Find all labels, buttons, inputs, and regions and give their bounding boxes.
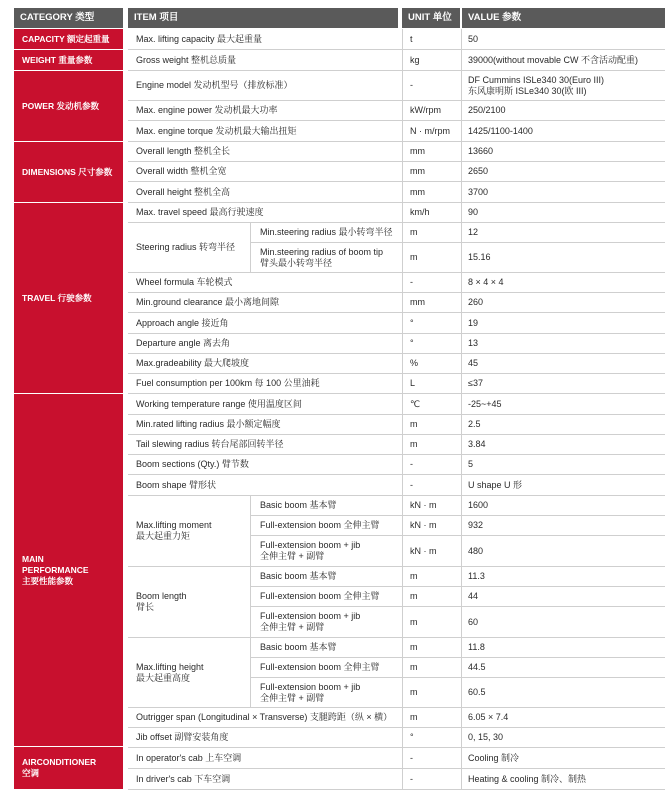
category-power: POWER 发动机参数 [14,71,123,141]
row-boom-shape-value: U shape U 形 [468,479,523,490]
row-boom-sections-value: 5 [468,459,474,469]
row-height-jib-item [260,678,400,707]
divider-steering-sub [250,222,251,272]
row-overall-height-item: Overall height 整机全高 [136,186,231,197]
row-min-lifting-radius-item: Min.rated lifting radius 最小额定幅度 [136,419,281,429]
row-outrigger-span-value: 6.05 × 7.4 [468,712,509,722]
row-boom-tip-steering-value: 15.16 [468,252,491,262]
row-gradeability-item: Max.gradeability 最大爬坡度 [136,358,250,368]
row-engine-model-unit: - [410,80,413,90]
row-engine-torque-value: 1425/1100-1400 [468,125,533,136]
row-height-full-item: Full-extension boom 全伸主臂 [260,662,380,672]
row-overall-height-unit: mm [410,186,425,197]
group-lifting-moment [136,496,248,566]
group-lifting-moment-line2: 最大起重力矩 [136,531,191,541]
row-overall-length-item: Overall length 整机全长 [136,146,231,156]
row-moment-basic-value: 1600 [468,500,489,510]
row-height-jib-value: 60.5 [468,687,486,697]
header-unit: UNIT 单位 [402,8,460,28]
group-boom-length-line1: Boom length [136,591,187,601]
row-ground-clearance-item: Min.ground clearance 最小离地间隙 [136,297,280,307]
row-height-jib-item-line1: Full-extension boom + jib [260,681,361,692]
row-min-steering-radius-unit: m [410,227,418,237]
row-length-jib-unit: m [410,616,418,627]
row-approach-angle-value: 19 [468,317,479,328]
row-min-steering-radius-item: Min.steering radius 最小转弯半径 [260,227,393,237]
category-aircon-line2: 空调 [22,768,40,778]
row-engine-power-value: 250/2100 [468,105,506,115]
row-overall-width-unit: mm [410,166,425,176]
row-operator-cab-unit: - [410,752,413,763]
row-height-jib-unit: m [410,687,418,697]
row-approach-angle-unit: ° [410,317,414,328]
category-main-performance-line2: PERFORMANCE [22,564,89,575]
row-boom-shape-unit: - [410,479,413,490]
group-lifting-height-line2: 最大起重高度 [136,672,191,683]
divider-performance-sub [250,495,251,707]
row-fuel-consumption-unit: L [410,378,416,388]
row-length-jib-item-line2: 全伸主臂 + 副臂 [260,622,325,632]
row-tail-slewing-radius-value: 3.84 [468,439,486,449]
row-length-basic-item: Basic boom 基本臂 [260,571,337,581]
row-gradeability-unit: % [410,358,419,368]
row-overall-length-value: 13660 [468,146,494,156]
category-main-performance [14,394,123,746]
row-fuel-consumption-value: ≤37 [468,378,483,388]
row-wheel-formula-item: Wheel formula 车轮模式 [136,277,233,287]
row-working-temperature-unit: ℃ [410,398,421,409]
row-wheel-formula-value: 8 × 4 × 4 [468,277,504,287]
category-dimensions: DIMENSIONS 尺寸参数 [14,142,123,202]
row-moment-jib-item-line1: Full-extension boom + jib [260,540,361,550]
row-length-jib-item-line1: Full-extension boom + jib [260,611,361,621]
row-height-basic-value: 11.8 [468,642,485,652]
row-overall-width-item: Overall width 整机全宽 [136,166,227,176]
row-jib-offset-unit: ° [410,732,414,742]
header-category: CATEGORY 类型 [14,8,123,28]
row-outrigger-span-item: Outrigger span (Longitudinal × Transverse) 支腿跨距（纵 × 横） [136,712,393,722]
row-boom-sections-item: Boom sections (Qty.) 臂节数 [136,459,249,469]
row-length-jib-item [260,607,400,637]
category-travel: TRAVEL 行驶参数 [14,203,123,393]
row-gradeability-value: 45 [468,358,479,368]
row-operator-cab-value: Cooling 制冷 [468,752,520,763]
row-moment-jib-item [260,536,400,566]
row-ground-clearance-value: 260 [468,297,484,307]
row-jib-offset-value: 0, 15, 30 [468,732,504,742]
row-height-basic-item: Basic boom 基本臂 [260,642,337,652]
row-min-lifting-radius-unit: m [410,419,418,429]
group-lifting-moment-line1: Max.lifting moment [136,520,212,530]
row-boom-sections-unit: - [410,459,413,469]
row-length-full-item: Full-extension boom 全伸主臂 [260,591,380,601]
row-jib-offset-item: Jib offset 副臂安装角度 [136,732,229,742]
row-boom-tip-steering-item-line1: Min.steering radius of boom tip [260,246,384,257]
row-departure-angle-item: Departure angle 离去角 [136,338,231,348]
row-length-basic-value: 11.3 [468,571,485,581]
row-gross-weight-unit: kg [410,54,420,65]
category-capacity: CAPACITY 额定起重量 [14,29,123,49]
row-moment-full-unit: kN · m [410,520,437,530]
row-length-basic-unit: m [410,571,418,581]
row-working-temperature-value: -25~+45 [468,398,502,409]
row-engine-power-unit: kW/rpm [410,105,441,115]
row-boom-tip-steering-item [260,243,400,272]
row-moment-jib-value: 480 [468,545,484,556]
row-travel-speed-item: Max. travel speed 最高行驶速度 [136,207,264,217]
category-main-performance-line1: MAIN [22,553,44,564]
row-tail-slewing-radius-item: Tail slewing radius 转台尾部回转半径 [136,439,284,449]
row-wheel-formula-unit: - [410,277,413,287]
row-working-temperature-item: Working temperature range 使用温度区间 [136,398,302,409]
divider-value [461,29,462,789]
row-max-lifting-capacity-unit: t [410,33,413,44]
row-travel-speed-value: 90 [468,207,479,217]
row-moment-full-value: 932 [468,520,484,530]
group-boom-length-line2: 臂长 [136,602,155,612]
row-ground-clearance-unit: mm [410,297,425,307]
row-approach-angle-item: Approach angle 接近角 [136,317,229,328]
row-operator-cab-item: In operator's cab 上车空调 [136,752,242,763]
row-tail-slewing-radius-unit: m [410,439,418,449]
row-engine-torque-item: Max. engine torque 发动机最大输出扭矩 [136,125,297,136]
row-engine-model-value [468,71,663,100]
row-overall-height-value: 3700 [468,186,489,197]
row-moment-jib-item-line2: 全伸主臂 + 副臂 [260,551,325,561]
row-overall-length-unit: mm [410,146,425,156]
row-engine-torque-unit: N · m/rpm [410,125,450,136]
row-gross-weight-value: 39000(without movable CW 不含活动配重) [468,54,639,65]
category-weight: WEIGHT 重量参数 [14,50,123,70]
row-min-steering-radius-value: 12 [468,227,479,237]
row-height-basic-unit: m [410,642,418,652]
row-outrigger-span-unit: m [410,712,418,722]
group-steering-radius: Steering radius 转弯半径 [136,242,236,252]
category-aircon-line1: AIRCONDITIONER [22,757,97,767]
header-value: VALUE 参数 [462,8,665,28]
row-height-full-unit: m [410,662,418,672]
category-airconditioner [14,747,123,789]
row-height-full-value: 44.5 [468,662,486,672]
row-driver-cab-item: In driver's cab 下车空调 [136,773,231,784]
row-overall-width-value: 2650 [468,166,489,176]
group-lifting-height-line1: Max.lifting height [136,661,204,672]
row-engine-model-value-line2: 东风康明斯 ISLe340 30(欧 III) [468,85,587,96]
row-moment-basic-item: Basic boom 基本臂 [260,500,337,510]
row-departure-angle-unit: ° [410,338,414,348]
group-boom-length [136,567,248,637]
row-travel-speed-unit: km/h [410,207,430,217]
row-driver-cab-value: Heating & cooling 制冷、制热 [468,773,587,784]
row-boom-shape-item: Boom shape 臂形状 [136,479,217,490]
row-engine-model-item: Engine model 发动机型号（排放标准） [136,80,293,90]
row-fuel-consumption-item: Fuel consumption per 100km 每 100 公里油耗 [136,378,320,388]
row-length-jib-value: 60 [468,616,479,627]
row-moment-full-item: Full-extension boom 全伸主臂 [260,520,380,530]
row-driver-cab-unit: - [410,773,413,784]
row-min-lifting-radius-value: 2.5 [468,419,481,429]
row-moment-jib-unit: kN · m [410,545,437,556]
category-main-performance-line3: 主要性能参数 [22,575,74,586]
row-engine-model-value-line1: DF Cummins ISLe340 30(Euro III) [468,74,605,85]
header-item: ITEM 项目 [128,8,398,28]
row-gross-weight-item: Gross weight 整机总质量 [136,54,237,65]
row-max-lifting-capacity-value: 50 [468,33,479,44]
row-engine-power-item: Max. engine power 发动机最大功率 [136,105,278,115]
row-height-jib-item-line2: 全伸主臂 + 副臂 [260,692,325,703]
row-departure-angle-value: 13 [468,338,479,348]
row-length-full-value: 44 [468,591,479,601]
row-boom-tip-steering-item-line2: 臂头最小转弯半径 [260,257,333,268]
row-max-lifting-capacity-item: Max. lifting capacity 最大起重量 [136,33,263,44]
group-lifting-height [136,638,248,707]
row-length-full-unit: m [410,591,418,601]
row-boom-tip-steering-unit: m [410,252,418,262]
row-moment-basic-unit: kN · m [410,500,437,510]
